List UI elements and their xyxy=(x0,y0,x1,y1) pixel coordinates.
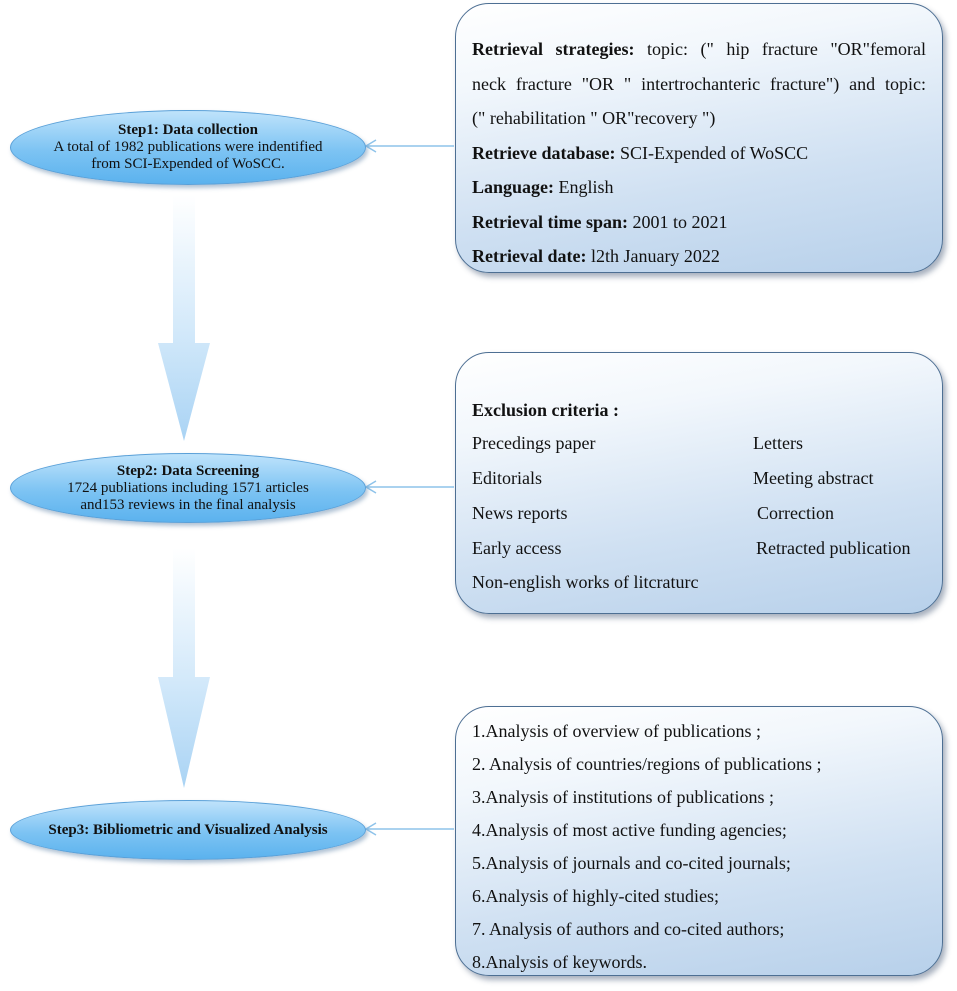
retrieval-date-label: Retrieval date: xyxy=(472,246,587,266)
retrieve-database-value: SCI-Expended of WoSCC xyxy=(619,142,809,163)
language-value: English xyxy=(558,177,614,197)
analysis-item: 8.Analysis of keywords. xyxy=(472,952,647,972)
analysis-item: 6.Analysis of highly-cited studies; xyxy=(472,886,719,906)
retrieval-panel xyxy=(455,3,943,273)
step3-bibliometric-analysis xyxy=(10,800,366,860)
retrieval-strategies-label: Retrieval strategies: xyxy=(472,39,635,59)
exclusion-item: Retracted publication xyxy=(756,538,911,558)
analysis-item: 3.Analysis of institutions of publications ; xyxy=(472,787,774,807)
retrieval-time-span-value: 2001 to 2021 xyxy=(632,211,728,232)
retrieval-strategies-line3: (" rehabilitation " OR"recovery ") xyxy=(472,108,716,128)
exclusion-item: Meeting abstract xyxy=(753,468,874,488)
flow-arrow-step2-to-step3 xyxy=(158,548,210,788)
exclusion-item: Non-english works of litcraturc xyxy=(472,572,699,592)
exclusion-item: News reports xyxy=(472,503,568,523)
flow-arrow-step1-to-step2 xyxy=(158,195,210,441)
language-label: Language: xyxy=(472,177,555,197)
exclusion-item: Precedings paper xyxy=(472,433,596,453)
step2-description-line2: and153 reviews in the final analysis xyxy=(80,496,296,513)
analysis-item: 1.Analysis of overview of publications ; xyxy=(472,721,761,741)
retrieval-time-span-label: Retrieval time span: xyxy=(472,211,628,232)
analysis-item: 4.Analysis of most active funding agencies; xyxy=(472,820,787,840)
analysis-item: 7. Analysis of authors and co-cited authors; xyxy=(472,919,785,939)
exclusion-item: Early access xyxy=(472,538,562,558)
exclusion-item: Letters xyxy=(753,433,803,453)
step2-data-screening xyxy=(10,453,366,523)
retrieve-database-line xyxy=(472,136,926,171)
retrieval-strategies-text1: topic: (" hip fracture "OR"femoral xyxy=(646,39,926,59)
step2-title: Step2: Data Screening xyxy=(116,462,260,479)
step1-description-line1: A total of 1982 publications were indentified xyxy=(53,139,323,155)
exclusion-item: Correction xyxy=(757,503,834,523)
retrieval-date-line xyxy=(472,239,926,274)
exclusion-heading: Exclusion criteria : xyxy=(472,400,619,420)
step1-title: Step1: Data collection xyxy=(118,122,258,138)
analysis-panel xyxy=(455,706,943,976)
retrieval-strategies-line2: neck fracture "OR " intertrochanteric fracture") and topic: xyxy=(472,73,926,94)
exclusion-item: Editorials xyxy=(472,468,542,488)
analysis-item: 5.Analysis of journals and co-cited journals; xyxy=(472,853,791,873)
retrieval-date-value: l2th January 2022 xyxy=(590,246,720,266)
language-line xyxy=(472,170,926,205)
step2-description-line1: 1724 publiations including 1571 articles xyxy=(67,479,309,496)
step3-title: Step3: Bibliometric and Visualized Analysis xyxy=(48,821,328,838)
step1-description-line2: from SCI-Expended of WoSCC. xyxy=(91,156,285,172)
retrieval-strategies-line1 xyxy=(472,32,926,67)
retrieve-database-label: Retrieve database: xyxy=(472,142,616,163)
analysis-item: 2. Analysis of countries/regions of publications ; xyxy=(472,754,822,774)
exclusion-panel xyxy=(455,352,943,614)
step1-data-collection xyxy=(10,110,366,185)
retrieval-time-span-line xyxy=(472,205,926,240)
